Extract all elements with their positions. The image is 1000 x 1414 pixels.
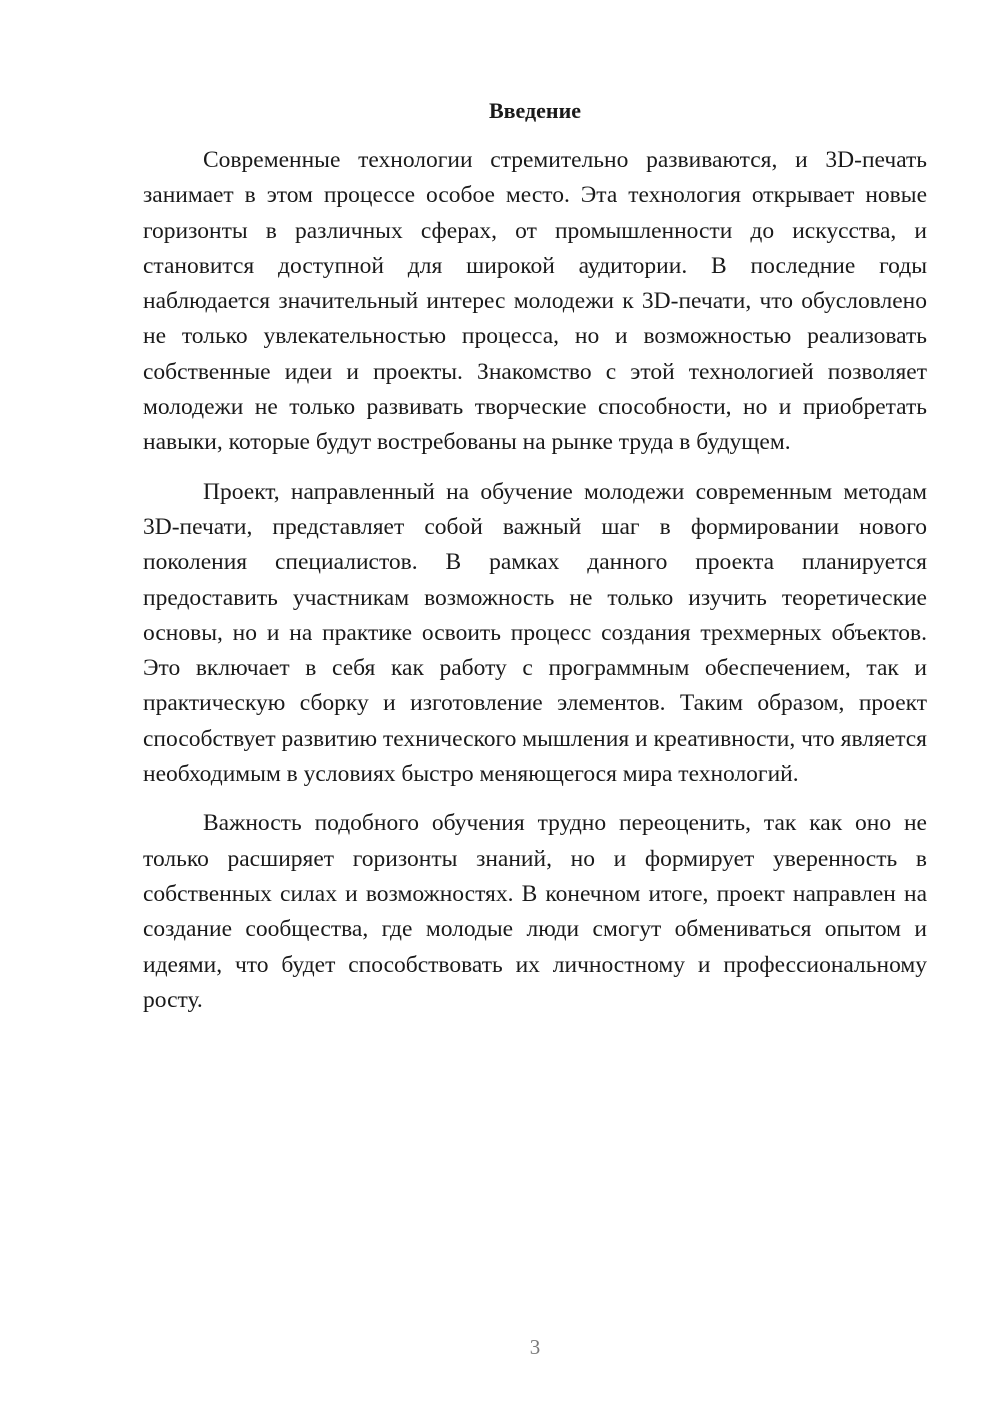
section-heading: Введение <box>488 98 582 123</box>
paragraph: Проект, направленный на обучение молодежи современным методам 3D-печати, представляет собой важный шаг в формировании нового поколения специалистов. В рамках данного проекта планируется предоставить участникам возможность не только изучить теоретические основы, но и на практике освоить процесс создания трехмерных объектов. Это включает в себя как работу с программным обеспечением, так и практическую сборку и изготовление элементов. Таким образом, проект способствует развитию технического мышления и креативности, что является необходимым в условиях быстро меняющегося мира технологий. <box>143 478 927 788</box>
paragraph: Современные технологии стремительно развиваются, и 3D-печать занимает в этом процессе особое место. Эта технология открывает новые горизонты в различных сферах, от промышленности до искусства, и становится доступной для широкой аудитории. В последние годы наблюдается значительный интерес молодежи к 3D-печати, что обусловлено не только увлекательностью процесса, но и возможностью реализовать собственные идеи и проекты. Знакомство с этой технологией позволяет молодежи не только развивать творческие способности, но и приобретать навыки, которые будут востребованы на рынке труда в будущем. <box>143 147 927 456</box>
body-text <box>143 143 927 1018</box>
paragraph: Важность подобного обучения трудно переоценить, так как оно не только расширяет горизонты знаний, но и формирует уверенность в собственных силах и возможностях. В конечном итоге, проект направлен на создание сообщества, где молодые люди смогут обмениваться опытом и идеями, что будет способствовать их личностному и профессиональному росту. <box>143 810 927 1013</box>
page-number: 3 <box>529 1335 541 1359</box>
